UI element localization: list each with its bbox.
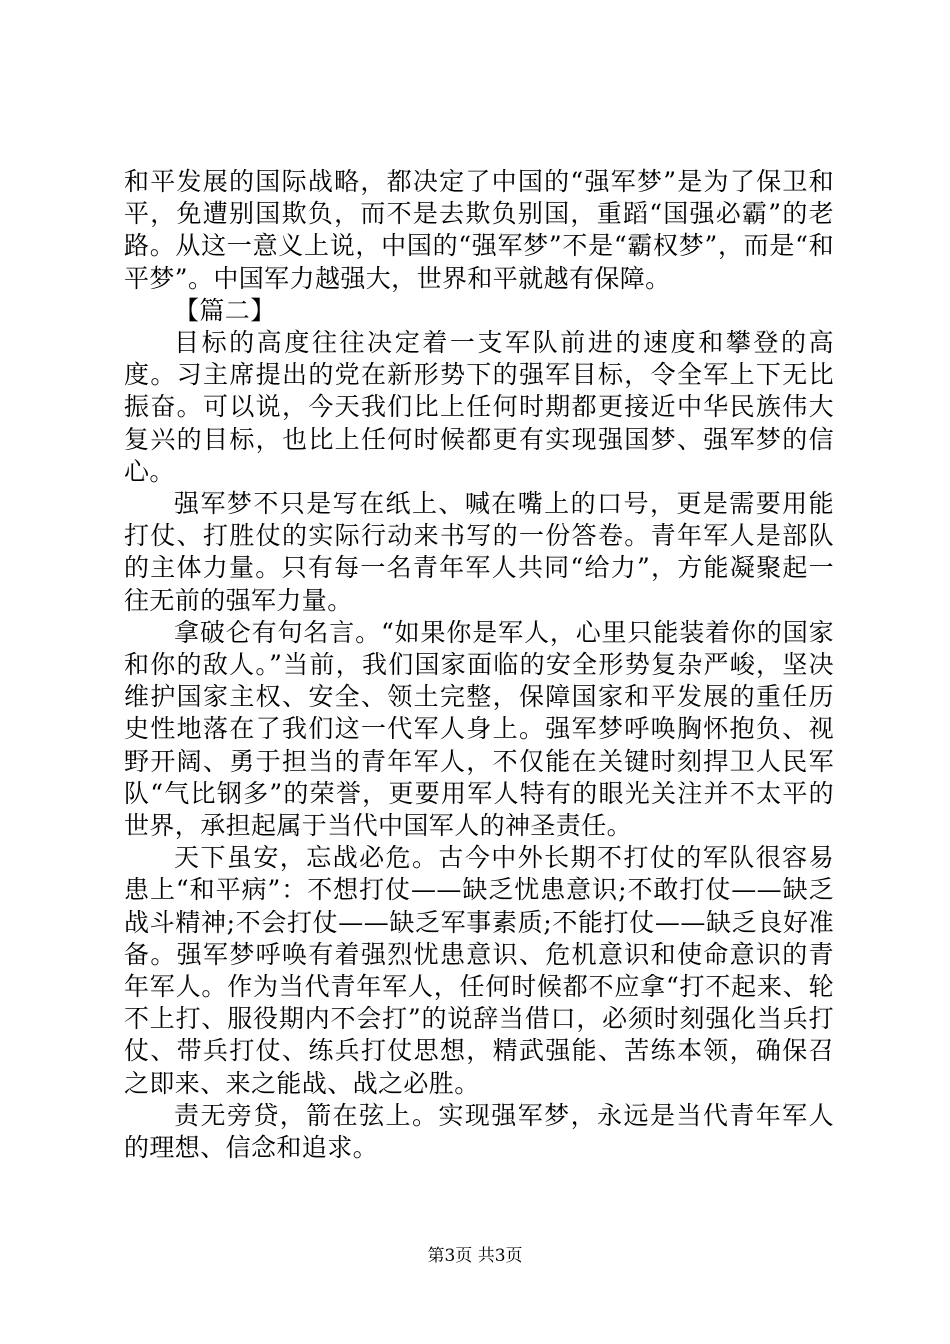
paragraph-4: 天下虽安，忘战必危。古今中外长期不打仗的军队很容易患上“和平病”：不想打仗——缺乏忧患意识;不敢打仗——缺乏战斗精神;不会打仗——缺乏军事素质;不能打仗——缺乏良好准备。强军梦呼唤有着强烈忧患意识、危机意识和使命意识的青年军人。作为当代青年军人，任何时候都不应拿“打不起来、轮不上打、服役期内不会打”的说辞当借口，必须时刻强化当兵打仗、带兵打仗、练兵打仗思想，精武强能、苦练本领，确保召之即来、来之能战、战之必胜。	[124, 843, 834, 1098]
section-heading: 【篇二】	[174, 295, 276, 325]
paragraph-1: 目标的高度往往决定着一支军队前进的速度和攀登的高度。习主席提出的党在新形势下的强军目标，令全军上下无比振奋。可以说，今天我们比上任何时期都更接近中华民族伟大复兴的目标，也比上任何时候都更有实现强国梦、强军梦的信心。	[124, 328, 834, 486]
page-number-label: 第3页 共3页	[427, 1246, 523, 1266]
document-body	[124, 166, 834, 1164]
paragraph-2: 强军梦不只是写在纸上、喊在嘴上的口号，更是需要用能打仗、打胜仗的实际行动来书写的一份答卷。青年军人是部队的主体力量。只有每一名青年军人共同“给力”，方能凝聚起一往无前的强军力量。	[124, 489, 834, 615]
page-footer	[0, 1244, 950, 1268]
paragraph-3: 拿破仑有句名言。“如果你是军人，心里只能装着你的国家和你的敌人。”当前，我们国家面临的安全形势复杂严峻，坚决维护国家主权、安全、领土完整，保障国家和平发展的重任历史性地落在了我们这一代军人身上。强军梦呼唤胸怀抱负、视野开阔、勇于担当的青年军人，不仅能在关键时刻捍卫人民军队“气比钢多”的荣誉，更要用军人特有的眼光关注并不太平的世界，承担起属于当代中国军人的神圣责任。	[124, 617, 834, 841]
paragraph-intro: 和平发展的国际战略，都决定了中国的“强军梦”是为了保卫和平，免遭别国欺负，而不是去欺负别国，重蹈“国强必霸”的老路。从这一意义上说，中国的“强军梦”不是“霸权梦”，而是“和平梦”。中国军力越强大，世界和平就越有保障。	[124, 167, 834, 293]
paragraph-5: 责无旁贷，箭在弦上。实现强军梦，永远是当代青年军人的理想、信念和追求。	[124, 1100, 834, 1163]
